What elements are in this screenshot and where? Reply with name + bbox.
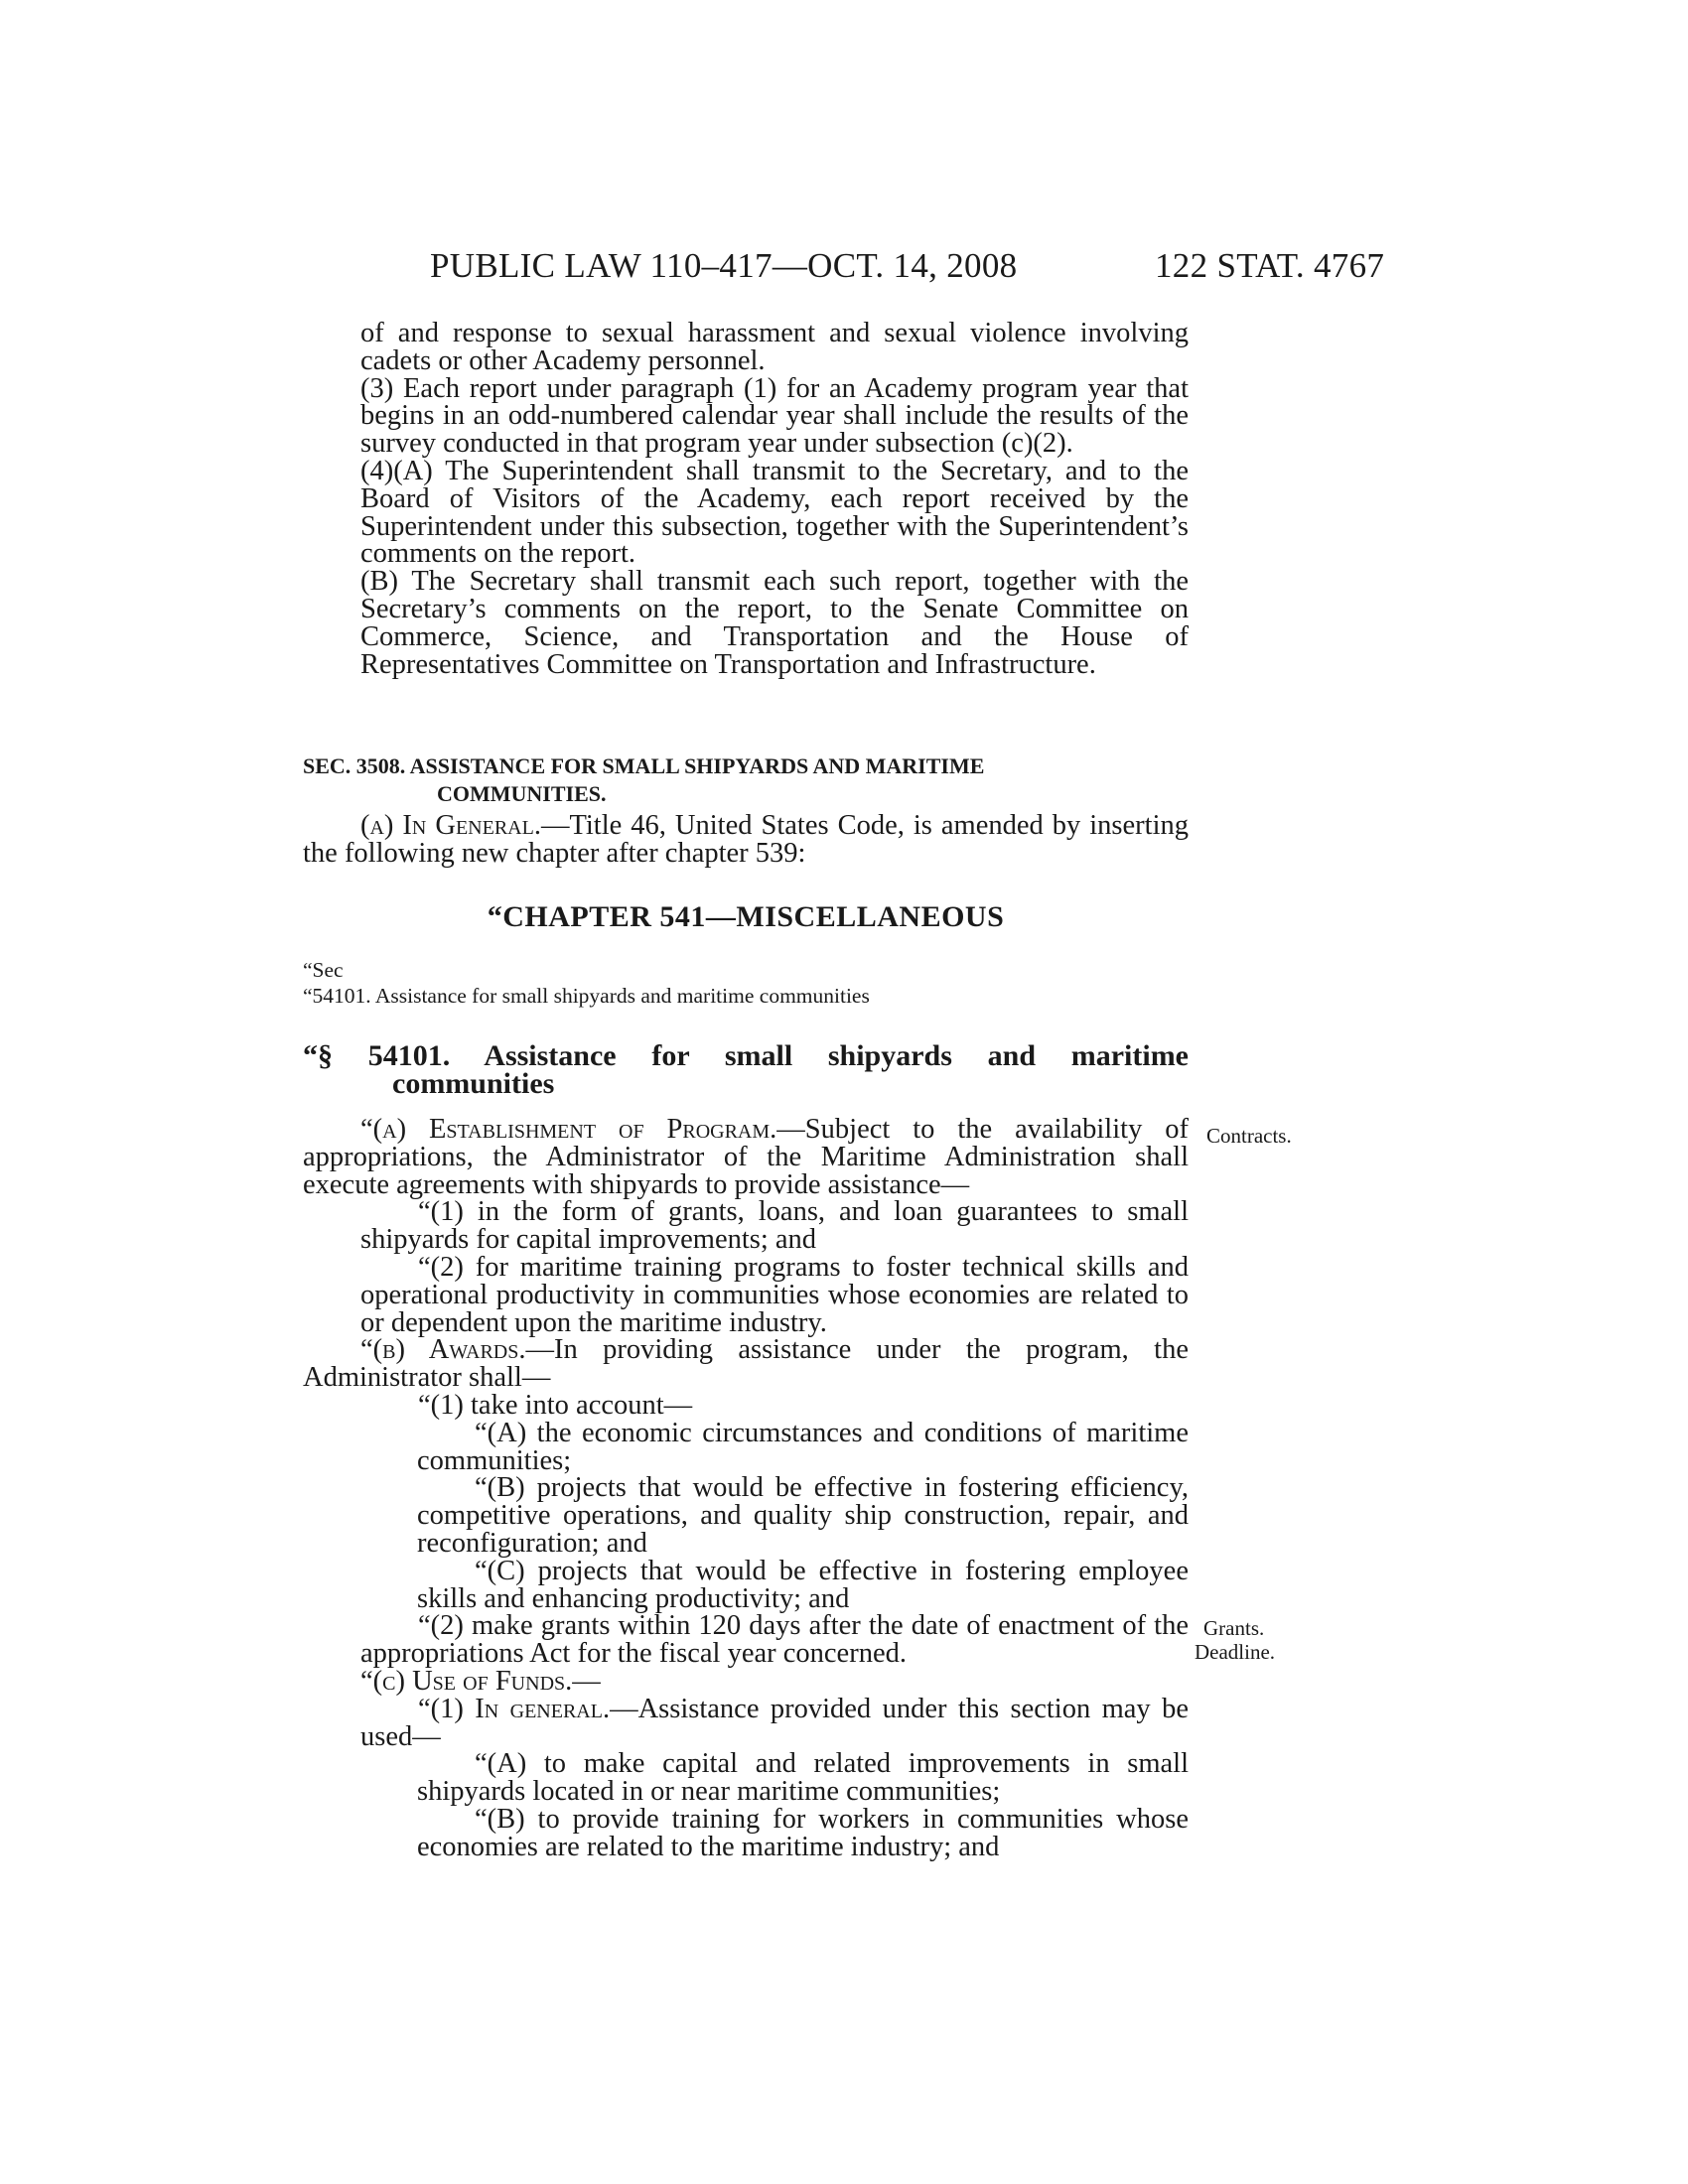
top-paragraphs [303,320,1189,678]
subsection-a-establishment [303,1116,1189,1198]
section-54101-heading-line1: “§ 54101. Assistance for small shipyards and maritime [303,1039,1189,1072]
subsection-c-use-of-funds [303,1665,1189,1697]
subsection-a-text: —Title 46, United States Code, is amended by inserting the following new chapter after chapter 539: [303,810,1189,869]
subparagraph-c1A: “(A) to make capital and related improvements in small shipyards located in or near maritime communities; [417,1748,1189,1808]
subsection-b-text: —In providing assistance under the program, the Administrator shall— [303,1334,1189,1394]
subsection-a-label: “(a) Establishment of Program. [360,1114,777,1145]
section-54101-heading-line2: communities [392,1067,555,1100]
paragraph-a1: “(1) in the form of grants, loans, and loan guarantees to small shipyards for capital improvements; and [360,1196,1189,1256]
subsection-a [303,812,1189,868]
section-3508-heading-line2: COMMUNITIES. [437,781,607,806]
paragraph-4A: (4)(A) The Superintendent shall transmit to the Secretary, and to the Board of Visitors of the Academy, each report received by the Superintendent under this subsection, together with the Superintendent’s comments on the report. [360,455,1189,570]
subsection-c-text: — [572,1665,601,1697]
section-3508-heading [303,752,1189,808]
running-header-right: 122 STAT. 4767 [1155,246,1385,285]
paragraph-c1-text: —Assistance provided under this section may be used— [360,1693,1189,1752]
subparagraph-c1B: “(B) to provide training for workers in communities whose economies are related to the maritime industry; and [417,1803,1189,1862]
paragraph-3 [303,372,1189,460]
toc-sec-label: “Sec [303,958,344,982]
margin-note-deadline: Deadline. [1195,1640,1276,1664]
chapter-title: “CHAPTER 541—MISCELLANEOUS [487,900,1005,933]
section-3508-heading-line1: SEC. 3508. ASSISTANCE FOR SMALL SHIPYARDS AND MARITIME [303,753,985,778]
paragraph-b1: “(1) take into account— [418,1389,693,1421]
paragraph-a2: “(2) for maritime training programs to foster technical skills and operational productivity in communities whose economies are related to or dependent upon the maritime industry. [360,1251,1189,1338]
subparagraph-b1B: “(B) projects that would be effective in fostering efficiency, competitive operations, and quality ship construction, repair, and reconfiguration; and [417,1472,1189,1559]
paragraph-3-text: (3) Each report under paragraph (1) for an Academy program year that begins in an odd-numbered calendar year shall include the results of the survey conducted in that program year under subsection (c)(2). [360,372,1189,460]
subsection-b-awards [303,1336,1189,1392]
subsection-a-text: —Subject to the availability of appropriations, the Administrator of the Maritime Administration shall execute agreements with shipyards to provide assistance— [303,1114,1190,1200]
subsection-b-label: “(b) Awards. [360,1334,526,1366]
paragraph-c1 [303,1693,1189,1752]
paragraph-b2: “(2) make grants within 120 days after the date of enactment of the appropriations Act for the fiscal year concerned. [360,1610,1189,1670]
paragraph-c1-label: “(1) In general. [418,1693,611,1724]
subsection-a-label: (a) In General. [360,810,541,841]
section-54101-body [303,1116,1189,1861]
paragraph-continuation: of and response to sexual harassment and sexual violence involving cadets or other Academy personnel. [360,318,1189,376]
toc-entry: “54101. Assistance for small shipyards and maritime communities [303,984,870,1008]
margin-note-contracts: Contracts. [1206,1124,1292,1148]
running-header-left: PUBLIC LAW 110–417—OCT. 14, 2008 [430,246,1018,285]
paragraph-4B: (B) The Secretary shall transmit each such report, together with the Secretary’s comments on the report, to the Senate Committee on Commerce, Science, and Transportation and the House of Representatives Committee on Transportation and Infrastructure. [360,566,1189,680]
subsection-c-label: “(c) Use of Funds. [360,1665,573,1697]
margin-note-grants: Grants. [1203,1616,1265,1640]
subparagraph-b1C: “(C) projects that would be effective in fostering employee skills and enhancing productivity; and [417,1555,1189,1614]
subparagraph-b1A: “(A) the economic circumstances and conditions of maritime communities; [417,1417,1189,1476]
section-3508-body [303,812,1189,868]
